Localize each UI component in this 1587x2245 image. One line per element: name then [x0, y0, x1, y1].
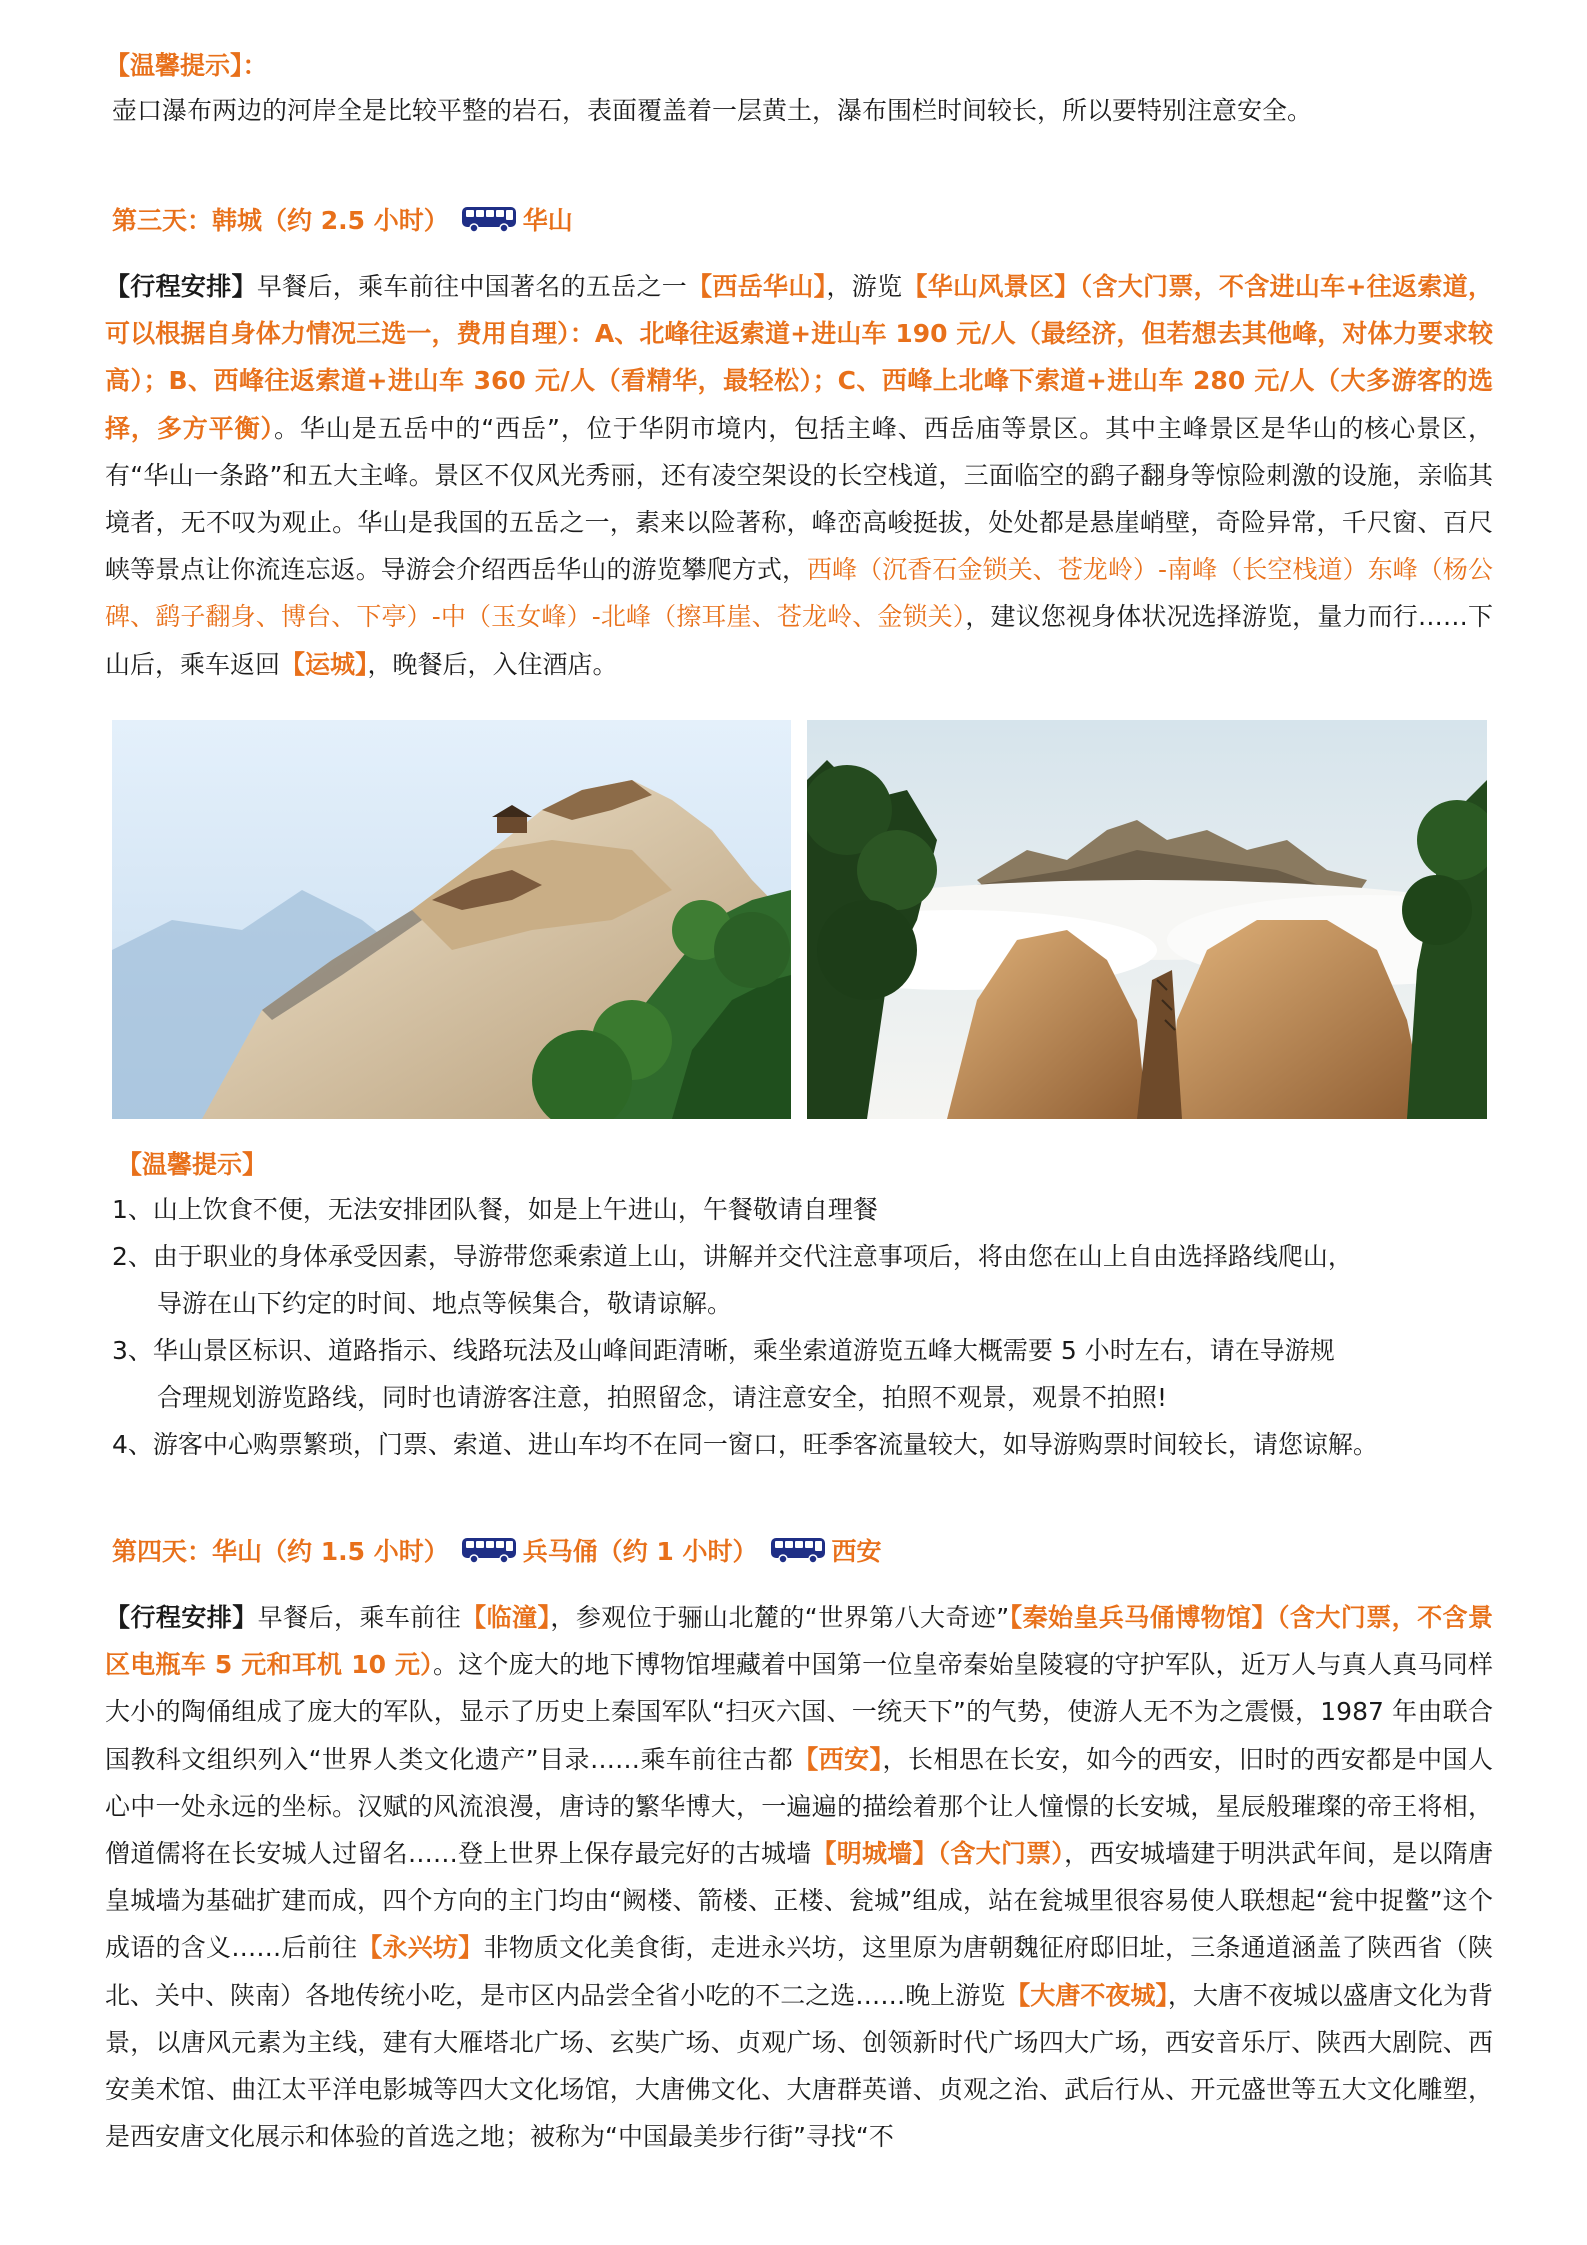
day4-heading-to: 西安	[831, 1537, 882, 1566]
day4-text-2: ，参观位于骊山北麓的“世界第八大奇迹”	[550, 1603, 1010, 1632]
day4-text-1: 早餐后，乘车前往	[257, 1603, 462, 1632]
day3-highlight-yuncheng: 【运城】	[280, 649, 368, 679]
tip-text: 山上饮食不便，无法安排团队餐，如是上午进山，午餐敬请自理餐	[152, 1195, 878, 1224]
day4-heading-mid: 兵马俑（约 1 小时）	[522, 1537, 758, 1566]
day3-text-2: ，游览	[826, 272, 903, 301]
tip-number: 1、	[112, 1195, 153, 1224]
day4-highlight-yongxingfang: 【永兴坊】	[357, 1933, 484, 1963]
tip-item	[112, 1186, 1502, 1233]
tip-text: 华山景区标识、道路指示、线路玩法及山峰间距清晰，乘坐索道游览五峰大概需要 5 小时左右，请在导游规	[152, 1336, 1335, 1365]
tip-item	[112, 1421, 1502, 1468]
day4-text-4: ，长相思在长安，如今的西安，旧时的西安都是中国人心中一处永远的坐标。汉赋的风流浪漫，唐诗的繁华博大，一遍遍的描绘着那个让人憧憬的长安城，星辰般璀璨的帝王将相，僧道儒将在长安城人过留名……登上世界上保存最完好的古城墙	[105, 1744, 1493, 1869]
day4-highlight-terracotta: 【秦始皇兵马俑博物馆】（含大门票，不含景区电瓶车 5 元和耳机 10 元）	[105, 1603, 1493, 1680]
day3-schedule-label: 【行程安排】	[105, 272, 257, 301]
tips-title: 【温馨提示】	[117, 1150, 268, 1179]
day4-highlight-xian: 【西安】	[793, 1744, 883, 1774]
day3-heading-to: 华山	[522, 206, 573, 235]
top-tip-label: 【温馨提示】：	[105, 51, 268, 80]
day4-text-7: ，大唐不夜城以盛唐文化为背景，以唐风元素为主线，建有大雁塔北广场、玄奘广场、贞观广场、创领新时代广场四大广场，西安音乐厅、陕西大剧院、西安美术馆、曲江太平洋电影城等四大文化场馆，大唐佛文化、大唐群英谱、贞观之治、武后行从、开元盛世等五大文化雕塑，是西安唐文化展示和体验的首选之地；被称为“中国最美步行街”寻找“不	[105, 1980, 1493, 2152]
tip-item	[112, 1233, 1502, 1327]
day4-text-5: ，西安城墙建于明洪武年间，是以隋唐皇城墙为基础扩建而成，四个方向的主门均由“阙楼、箭楼、正楼、瓮城”组成，站在瓮城里很容易使人联想起“瓮中捉鳖”这个成语的含义……后前往	[105, 1839, 1493, 1963]
day3-text-5: ，晚餐后，入住酒店。	[367, 649, 618, 679]
tip-text: 游客中心购票繁琐，门票、索道、进山车均不在同一窗口，旺季客流量较大，如导游购票时间较长，请您谅解。	[152, 1430, 1378, 1459]
day4-text-6: 非物质文化美食街，走进永兴坊，这里原为唐朝魏征府邸旧址，三条通道涵盖了陕西省（陕北、关中、陕南）各地传统小吃，是市区内品尝全省小吃的不二之选……晚上游览	[105, 1933, 1493, 2010]
day4-highlight-lintong: 【临潼】	[461, 1603, 551, 1632]
day4-heading	[112, 1532, 882, 1568]
tip-item	[112, 1327, 1502, 1421]
day3-highlight-scenic-area: 【华山风景区】（含大门票，不含进山车+往返索道，可以根据自身体力情况三选一，费用自理）：A、北峰往返索道+进山车 190 元/人（最经济，但若想去其他峰，对体力要求较高）；B、西峰往返索道+进山车 360 元/人（看精华，最轻松）；C、西峰上北峰下索道+进山车 280 元/人（大多游客的选择，多方平衡）	[105, 272, 1493, 443]
day3-route: 西峰（沉香石金锁关、苍龙岭）-南峰（长空栈道）东峰（杨公碑、鹞子翻身、博台、下亭）-中（玉女峰）-北峰（擦耳崖、苍龙岭、金锁关）	[105, 555, 1493, 632]
huashan-cliff-photo	[112, 720, 791, 1119]
day3-text-4: ，建议您视身体状况选择游览，量力而行……下山后，乘车返回	[105, 602, 1493, 679]
day3-heading	[112, 201, 573, 237]
tip-number: 3、	[112, 1336, 153, 1365]
day3-heading-from: 第三天：韩城（约 2.5 小时）	[112, 206, 449, 235]
day4-schedule-label: 【行程安排】	[105, 1603, 258, 1632]
bus-icon	[461, 205, 517, 233]
day3-text-3: 。华山是五岳中的“西岳”，位于华阴市境内，包括主峰、西岳庙等景区。其中主峰景区是华山的核心景区，有“华山一条路”和五大主峰。景区不仅风光秀丽，还有凌空架设的长空栈道，三面临空的鹞子翻身等惊险刺激的设施，亲临其境者，无不叹为观止。华山是我国的五岳之一，素来以险著称，峰峦高峻挺拔，处处都是悬崖峭壁，奇险异常，千尺窗、百尺峡等景点让你流连忘返。导游会介绍西岳华山的游览攀爬方式，	[105, 413, 1493, 585]
tip-number: 4、	[112, 1430, 153, 1459]
tip-number: 2、	[112, 1242, 153, 1271]
day4-heading-from: 第四天：华山（约 1.5 小时）	[112, 1537, 449, 1566]
day3-text-1: 早餐后，乘车前往中国著名的五岳之一	[256, 272, 688, 301]
day4-highlight-city-wall: 【明城墙】（含大门票）	[811, 1839, 1065, 1869]
top-tip-text: 壶口瀑布两边的河岸全是比较平整的岩石，表面覆盖着一层黄土，瀑布围栏时间较长，所以要特别注意安全。	[112, 96, 1313, 125]
bus-icon	[770, 1536, 826, 1564]
tip-text-continued: 导游在山下约定的时间、地点等候集合，敬请谅解。	[157, 1289, 733, 1318]
day4-text-3: 。这个庞大的地下博物馆埋藏着中国第一位皇帝秦始皇陵寝的守护军队，近万人与真人真马同样大小的陶俑组成了庞大的军队，显示了历史上秦国军队“扫灭六国、一统天下”的气势，使游人无不为之震慑，1987 年由联合国教科文组织列入“世界人类文化遗产”目录……乘车前往古都	[105, 1650, 1493, 1774]
tip-text-continued: 合理规划游览路线，同时也请游客注意，拍照留念，请注意安全，拍照不观景，观景不拍照!	[157, 1383, 1168, 1412]
day4-highlight-datang: 【大唐不夜城】	[1005, 1980, 1168, 2010]
tip-text: 由于职业的身体承受因素，导游带您乘索道上山，讲解并交代注意事项后，将由您在山上自由选择路线爬山，	[152, 1242, 1353, 1271]
day4-paragraph	[105, 1594, 1493, 2160]
huashan-sea-of-clouds-photo	[807, 720, 1487, 1119]
day3-highlight-huashan: 【西岳华山】	[687, 272, 827, 301]
day3-paragraph	[105, 263, 1493, 688]
bus-icon	[461, 1536, 517, 1564]
